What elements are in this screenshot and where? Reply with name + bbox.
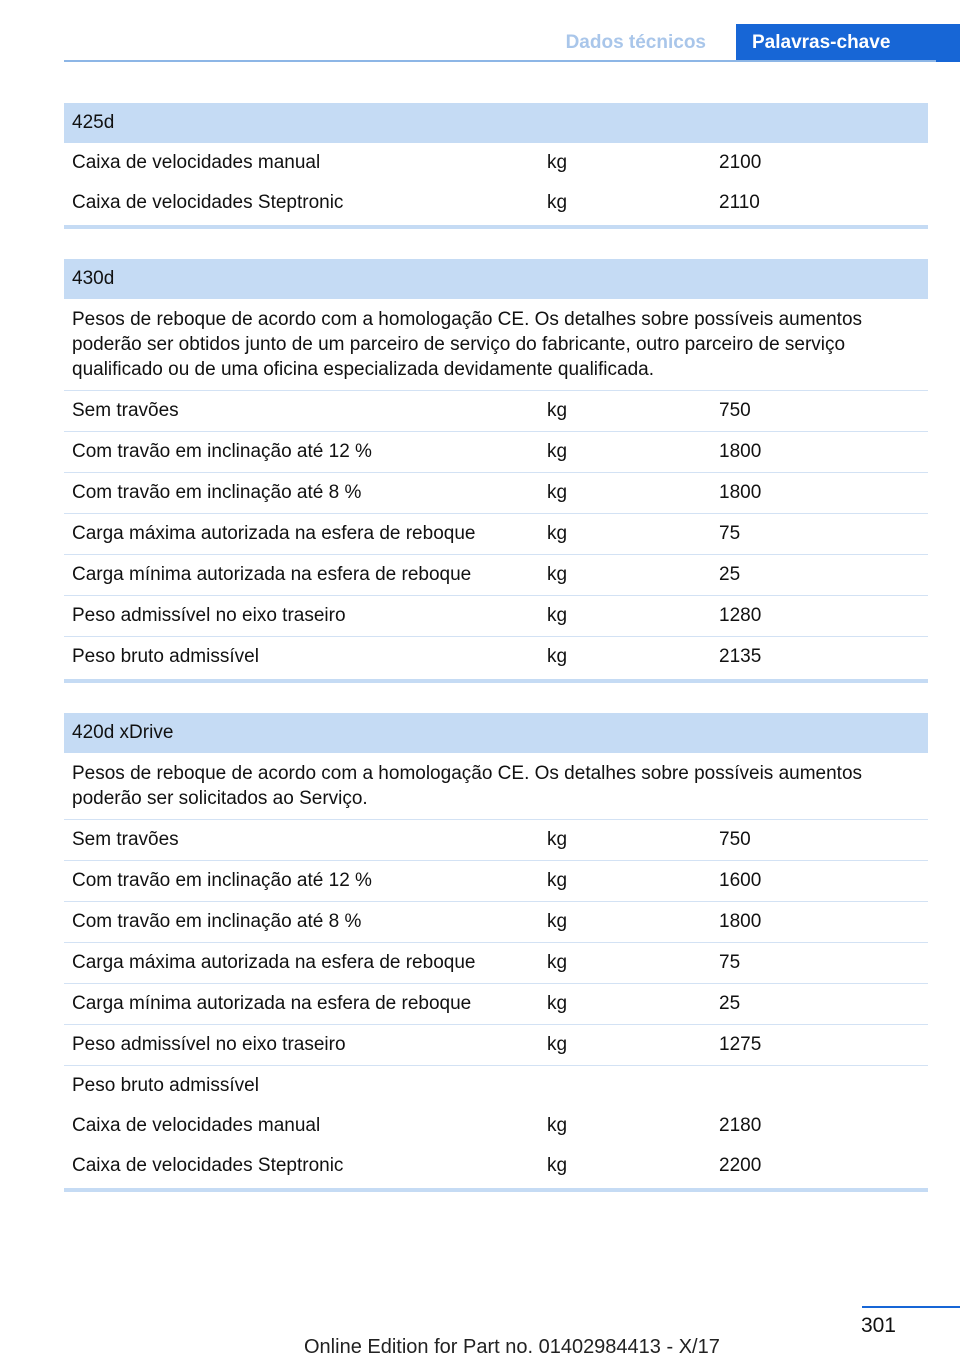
row-value: 750 [719, 829, 751, 850]
table-row [64, 596, 928, 637]
row-label: Com travão em inclinação até 8 % [72, 482, 362, 503]
block-title: 430d [64, 259, 928, 299]
row-label: Peso admissível no eixo traseiro [72, 605, 346, 626]
table-row [64, 1025, 928, 1066]
row-unit: kg [547, 993, 568, 1014]
row-label: Com travão em inclinação até 12 % [72, 870, 372, 891]
table-row [64, 984, 928, 1025]
row-label: Com travão em inclinação até 8 % [72, 911, 362, 932]
page-number: 301 [860, 1314, 896, 1337]
row-label: Carga máxima autorizada na esfera de reboque [72, 523, 476, 544]
row-unit [539, 1066, 711, 1106]
row-label: Caixa de velocidades Steptronic [72, 192, 344, 213]
table-row [64, 1106, 928, 1146]
row-label: Carga máxima autorizada na esfera de reboque [72, 952, 476, 973]
block-title: 425d [64, 103, 928, 143]
footer-divider [862, 1306, 960, 1308]
row-unit: kg [547, 523, 568, 544]
table-row [64, 902, 928, 943]
row-unit: kg [547, 152, 568, 173]
table-row [64, 432, 928, 473]
row-value: 1600 [719, 870, 762, 891]
table-row [64, 473, 928, 514]
row-value: 2180 [719, 1115, 762, 1136]
row-value: 1280 [719, 605, 762, 626]
table-row [64, 861, 928, 902]
row-label: Sem travões [72, 829, 179, 850]
row-unit: kg [547, 441, 568, 462]
spec-block-420d-xdrive [64, 713, 928, 1192]
row-value: 25 [719, 564, 741, 585]
row-value: 750 [719, 400, 751, 421]
row-unit: kg [547, 911, 568, 932]
row-value: 25 [719, 993, 741, 1014]
row-unit: kg [547, 400, 568, 421]
spec-block-425d [64, 103, 928, 229]
spec-tables [64, 103, 928, 1222]
block-note: Pesos de reboque de acordo com a homologação CE. Os detalhes sobre possíveis aumentos poderão ser solicitados ao Serviço. [64, 753, 928, 820]
row-label: Caixa de velocidades Steptronic [72, 1155, 344, 1176]
row-value: 2135 [719, 646, 762, 667]
row-unit: kg [547, 192, 568, 213]
tab-dados-tecnicos[interactable]: Dados técnicos [565, 32, 706, 53]
row-unit: kg [547, 870, 568, 891]
row-value: 2110 [719, 192, 760, 213]
row-value: 2100 [719, 152, 762, 173]
row-label: Com travão em inclinação até 12 % [72, 441, 372, 462]
row-value: 1275 [719, 1034, 762, 1055]
tab-palavras-chave[interactable]: Palavras-chave [736, 24, 960, 62]
row-value: 1800 [719, 441, 762, 462]
row-unit: kg [547, 952, 568, 973]
block-divider [64, 1188, 928, 1192]
row-label: Sem travões [72, 400, 179, 421]
row-unit: kg [547, 564, 568, 585]
row-unit: kg [547, 1155, 568, 1176]
row-unit: kg [547, 829, 568, 850]
row-value: 75 [719, 523, 741, 544]
header-divider [64, 60, 936, 62]
row-unit: kg [547, 482, 568, 503]
table-row [64, 183, 928, 223]
row-value: 2200 [719, 1155, 762, 1176]
row-unit: kg [547, 646, 568, 667]
row-unit: kg [547, 605, 568, 626]
row-value: 75 [719, 952, 741, 973]
block-title: 420d xDrive [64, 713, 928, 753]
row-value: 1800 [719, 911, 762, 932]
row-label: Caixa de velocidades manual [72, 1115, 321, 1136]
row-label: Carga mínima autorizada na esfera de reboque [72, 564, 472, 585]
page-header [64, 24, 960, 62]
table-row [64, 555, 928, 596]
row-unit: kg [547, 1034, 568, 1055]
table-row [64, 391, 928, 432]
edition-line: Online Edition for Part no. 01402984413 - X/17 [304, 1336, 720, 1358]
row-label: Peso bruto admissível [72, 1075, 259, 1096]
block-divider [64, 679, 928, 683]
block-note: Pesos de reboque de acordo com a homologação CE. Os detalhes sobre possíveis aumentos poderão ser obtidos junto de um parceiro de serviço do fabricante, outro parceiro de serviço qualificado ou de uma oficina especializada devidamente qualificada. [64, 299, 928, 391]
table-row [64, 1066, 928, 1106]
table-row [64, 1146, 928, 1186]
row-unit: kg [547, 1115, 568, 1136]
table-row [64, 143, 928, 183]
table-row [64, 943, 928, 984]
row-label: Carga mínima autorizada na esfera de reboque [72, 993, 472, 1014]
block-divider [64, 225, 928, 229]
row-label: Peso bruto admissível [72, 646, 259, 667]
row-value: 1800 [719, 482, 762, 503]
page-footer [0, 1300, 960, 1362]
table-row [64, 637, 928, 677]
table-row [64, 514, 928, 555]
row-label: Peso admissível no eixo traseiro [72, 1034, 346, 1055]
row-label: Caixa de velocidades manual [72, 152, 321, 173]
table-row [64, 820, 928, 861]
row-value [711, 1066, 928, 1106]
spec-block-430d [64, 259, 928, 683]
